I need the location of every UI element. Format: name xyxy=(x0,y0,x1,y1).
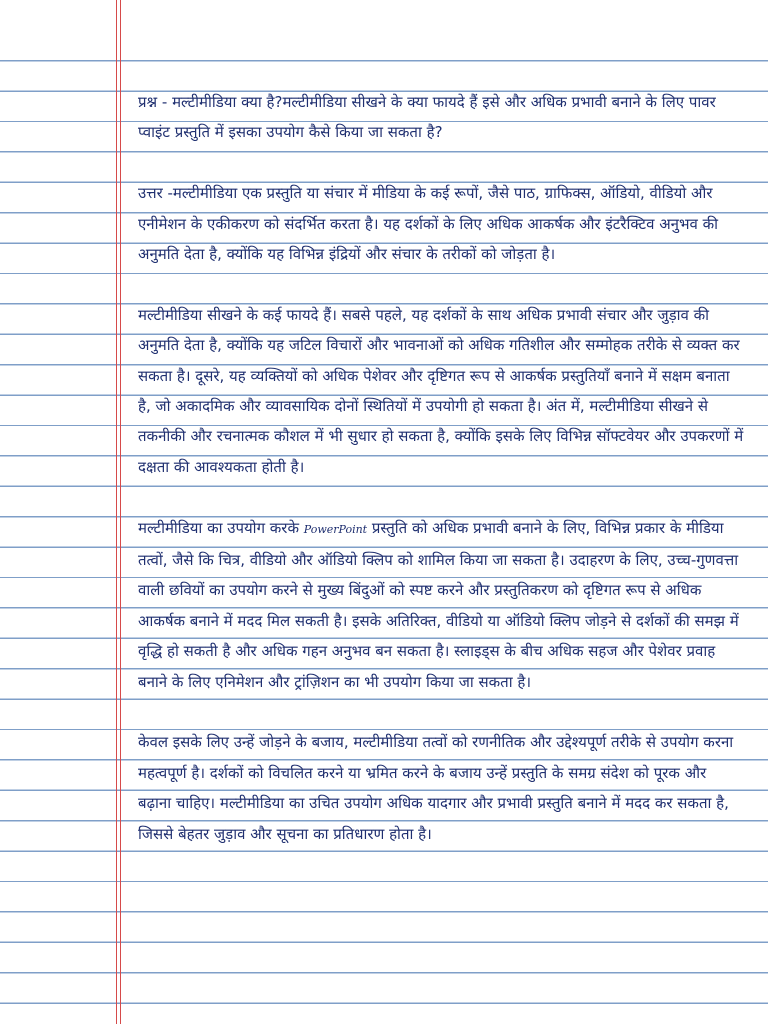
powerpoint-usage-lead: मल्टीमीडिया का उपयोग करके xyxy=(138,518,304,537)
conclusion-paragraph: केवल इसके लिए उन्हें जोड़ने के बजाय, मल्टीमीडिया तत्वों को रणनीतिक और उद्देश्यपूर्ण तरीके से उपयोग करना महत्वपूर्ण है। दर्शकों को विचलित करने या भ्रमित करने के बजाय उन्हें प्रस्तुति के समग्र संदेश को पूरक और बढ़ाना चाहिए। मल्टीमीडिया का उचित उपयोग अधिक यादगार और प्रभावी प्रस्तुति बनाने में मदद कर सकता है, जिससे बेहतर जुड़ाव और सूचना का प्रतिधारण होता है। xyxy=(138,733,734,843)
benefits-paragraph: मल्टीमीडिया सीखने के कई फायदे हैं। सबसे पहले, यह दर्शकों के साथ अधिक प्रभावी संचार और जुड़ाव की अनुमति देता है, क्योंकि यह जटिल विचारों और भावनाओं को अधिक गतिशील और सम्मोहक तरीके से व्यक्त कर सकता है। दूसरे, यह व्यक्तियों को अधिक पेशेवर और दृष्टिगत रूप से आकर्षक प्रस्तुतियाँ बनाने में सक्षम बनाता है, जो अकादमिक और व्यावसायिक दोनों स्थितियों में उपयोगी हो सकता है। अंत में, मल्टीमीडिया सीखने से तकनीकी और रचनात्मक कौशल में भी सुधार हो सकता है, क्योंकि इसके लिए विभिन्न सॉफ्टवेयर और उपकरणों में दक्षता की आवश्यकता होती है। xyxy=(138,305,744,476)
powerpoint-brand-name: PowerPoint xyxy=(303,522,368,536)
margin-line-left xyxy=(116,0,117,1024)
question-paragraph: प्रश्न - मल्टीमीडिया क्या है?मल्टीमीडिया सीखने के क्या फायदे हैं इसे और अधिक प्रभावी बनाने के लिए पावर प्वाइंट प्रस्तुति में इसका उपयोग कैसे किया जा सकता है? xyxy=(138,93,716,142)
margin-line-right xyxy=(120,0,121,1024)
powerpoint-usage-paragraph xyxy=(138,513,744,697)
notes-text xyxy=(138,87,744,849)
powerpoint-usage-body: प्रस्तुति को अधिक प्रभावी बनाने के लिए, विभिन्न प्रकार के मीडिया तत्वों, जैसे कि चित्र, वीडियो और ऑडियो क्लिप को शामिल किया जा सकता है। उदाहरण के लिए, उच्च-गुणवत्ता वाली छवियों का उपयोग करने से मुख्य बिंदुओं को स्पष्ट करने और प्रस्तुतिकरण को दृष्टिगत रूप से अधिक आकर्षक बनाने में मदद मिल सकती है। इसके अतिरिक्त, वीडियो या ऑडियो क्लिप जोड़ने से दर्शकों की समझ में वृद्धि हो सकती है और अधिक गहन अनुभव बन सकता है। स्लाइड्स के बीच अधिक सहज और पेशेवर प्रवाह बनाने के लिए एनिमेशन और ट्रांज़िशन का भी उपयोग किया जा सकता है। xyxy=(138,518,739,691)
answer-definition-paragraph: उत्तर -मल्टीमीडिया एक प्रस्तुति या संचार में मीडिया के कई रूपों, जैसे पाठ, ग्राफिक्स, ऑडियो, वीडियो और एनीमेशन के एकीकरण को संदर्भित करता है। यह दर्शकों के लिए अधिक आकर्षक और इंटरैक्टिव अनुभव की अनुमति देता है, क्योंकि यह विभिन्न इंद्रियों और संचार के तरीकों को जोड़ता है। xyxy=(138,184,719,264)
